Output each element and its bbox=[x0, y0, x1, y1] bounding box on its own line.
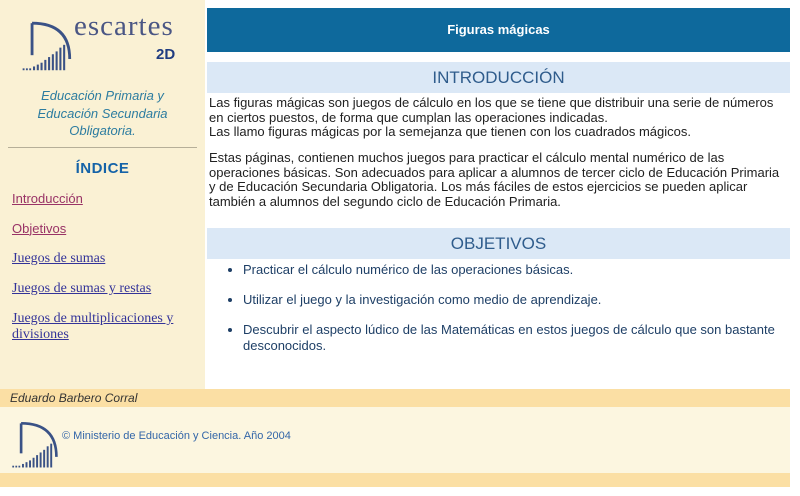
objective-item: • Practicar el cálculo numérico de las operaciones básicas. bbox=[243, 262, 782, 278]
intro-paragraph-2: Estas páginas, contienen muchos juegos para practicar el cálculo mental numérico de las operaciones básicas. Son adecuados para aplicar a alumnos de tercer ciclo de Educación Primaria y de Educación Secundaria Obligatoria. Los más fáciles de estos ejercicios se pueden aplicar también a alumnos del segundo ciclo de Educación Primaria. bbox=[209, 150, 780, 209]
sidebar-divider bbox=[8, 147, 197, 148]
objective-item: • Descubrir el aspecto lúdico de las Matemáticas en estos juegos de cálculo que son bastante desconocidos. bbox=[243, 322, 782, 354]
intro-paragraph-1-line-2: Las llamo figuras mágicas por la semejanza que tienen con los cuadrados mágicos. bbox=[209, 124, 691, 139]
page-title: Figuras mágicas bbox=[447, 22, 550, 37]
footer-author-bar bbox=[0, 389, 790, 407]
sidebar bbox=[0, 0, 205, 389]
descartes-d-icon bbox=[22, 10, 76, 74]
section-heading-objetivos: OBJETIVOS bbox=[207, 228, 790, 259]
descartes-d-icon bbox=[12, 411, 62, 471]
sidebar-nav bbox=[0, 191, 205, 343]
index-title: ÍNDICE bbox=[75, 159, 130, 177]
intro-paragraph-1 bbox=[207, 96, 789, 140]
footer-author: Eduardo Barbero Corral bbox=[10, 391, 138, 405]
page-title-bar bbox=[207, 8, 790, 52]
footer-bottom-band bbox=[0, 473, 790, 487]
sidebar-tagline: Educación Primaria y Educación Secundaria Obligatoria. bbox=[37, 88, 168, 139]
section-heading-introduccion: INTRODUCCIÓN bbox=[207, 62, 790, 93]
sidebar-link-juegos-mult-div[interactable]: Juegos de multiplicaciones y divisiones bbox=[12, 310, 174, 342]
logo-2d-label: 2D bbox=[156, 46, 176, 63]
sidebar-link-juegos-sumas-restas[interactable]: Juegos de sumas y restas bbox=[12, 280, 152, 296]
footer-copyright: © Ministerio de Educación y Ciencia. Año 2004 bbox=[62, 430, 291, 442]
descartes-logo bbox=[0, 6, 205, 78]
footer bbox=[0, 407, 790, 473]
sidebar-link-juegos-sumas[interactable]: Juegos de sumas bbox=[12, 250, 106, 266]
objective-item: • Utilizar el juego y la investigación como medio de aprendizaje. bbox=[243, 292, 782, 308]
sidebar-link-objetivos[interactable]: Objetivos bbox=[12, 220, 67, 236]
intro-paragraph-1-line-1: Las figuras mágicas son juegos de cálculo en los que se tiene que distribuir una serie de números en ciertos puestos, de forma que cumplan las operaciones indicadas. bbox=[209, 95, 774, 125]
objectives-list bbox=[207, 262, 782, 368]
sidebar-link-introduccion[interactable]: Introducción bbox=[12, 190, 83, 206]
logo-word: escartes bbox=[74, 10, 174, 42]
